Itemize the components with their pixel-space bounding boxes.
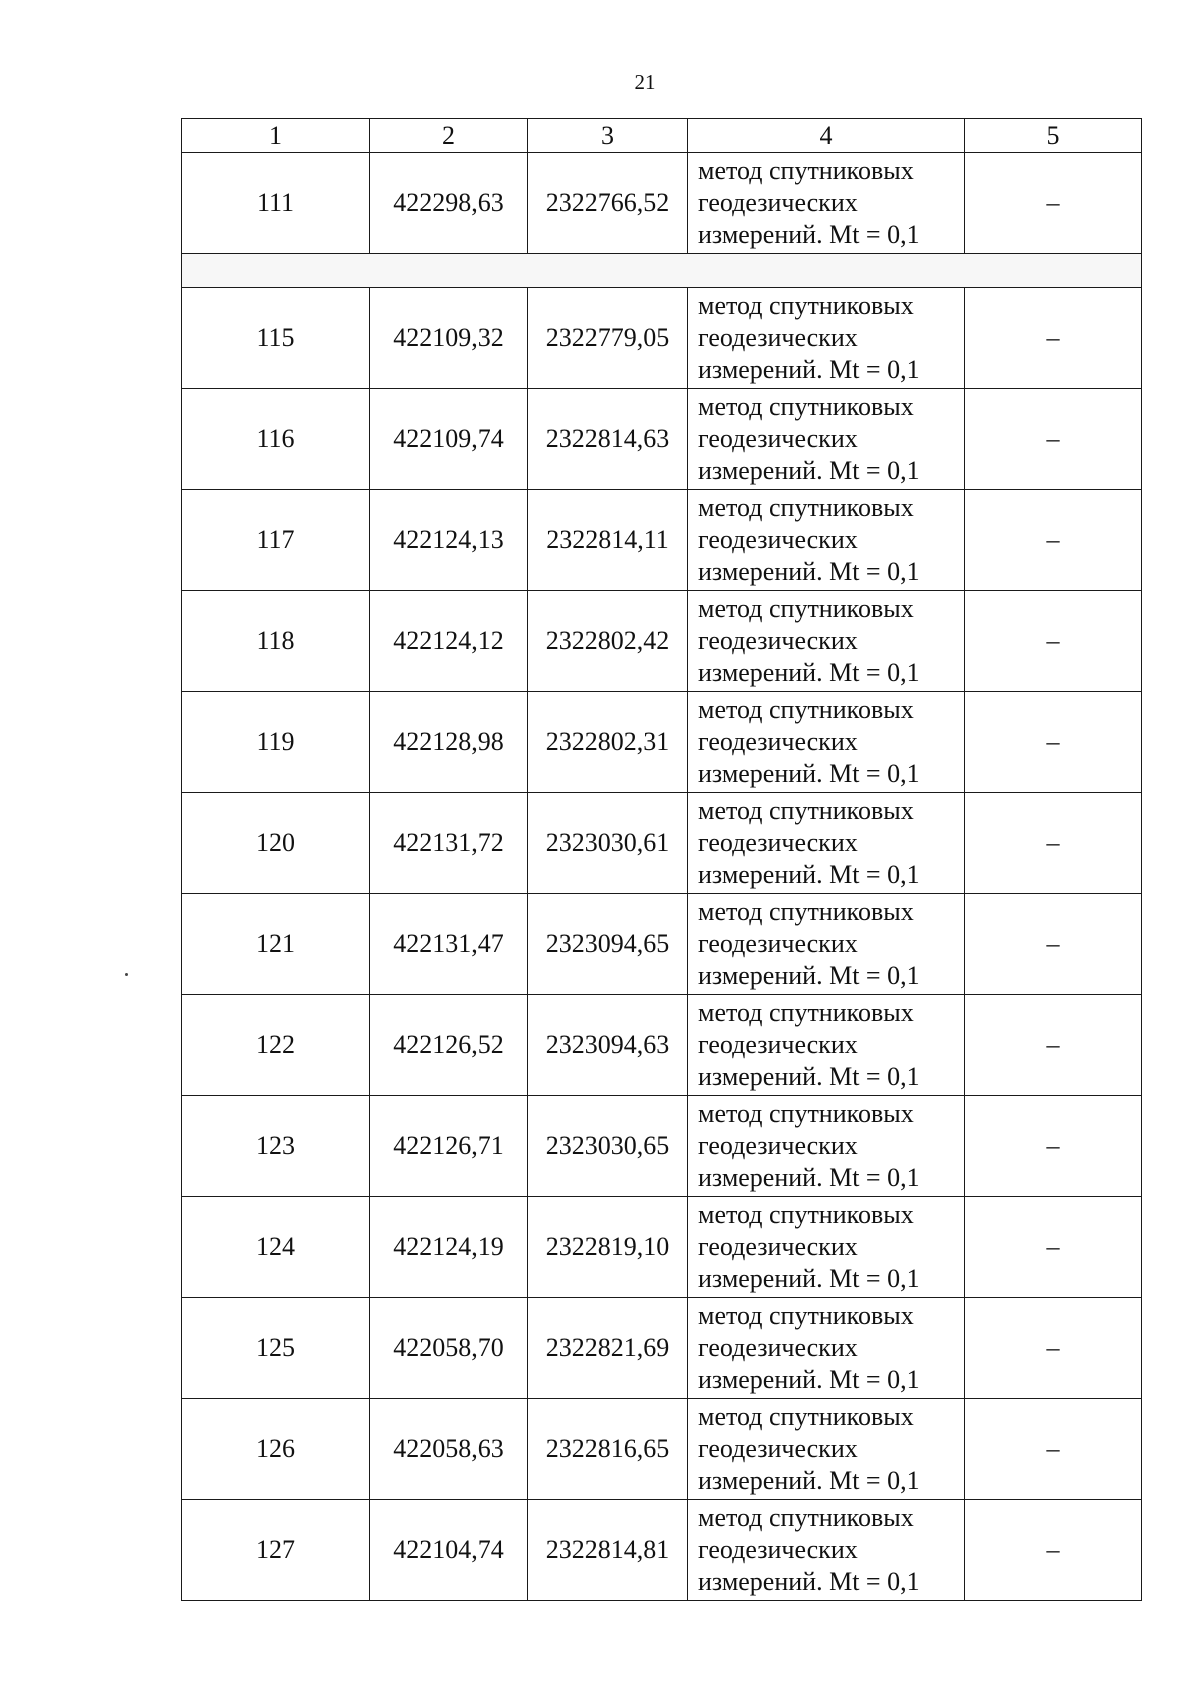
coordinate-y: 2323094,65 [528,894,688,995]
method-description: метод спутниковых геодезических измерений. Mt = 0,1 [688,389,965,490]
coordinate-y: 2322816,65 [528,1399,688,1500]
note: – [965,490,1142,591]
point-number: 118 [182,591,370,692]
coordinate-x: 422298,63 [370,153,528,254]
table-row [182,894,1142,995]
point-number: 117 [182,490,370,591]
coordinate-y: 2322814,81 [528,1500,688,1601]
note: – [965,793,1142,894]
column-header: 1 [182,119,370,153]
column-header: 5 [965,119,1142,153]
table-row [182,1197,1142,1298]
coordinate-x: 422124,12 [370,591,528,692]
coordinate-x: 422128,98 [370,692,528,793]
method-description: метод спутниковых геодезических измерений. Mt = 0,1 [688,1298,965,1399]
table-row [182,591,1142,692]
coordinate-x: 422124,19 [370,1197,528,1298]
method-description: метод спутниковых геодезических измерений. Mt = 0,1 [688,1197,965,1298]
table-row [182,995,1142,1096]
page-number: 21 [634,70,656,94]
table-row [182,793,1142,894]
method-description: метод спутниковых геодезических измерений. Mt = 0,1 [688,1500,965,1601]
note: – [965,153,1142,254]
note: – [965,692,1142,793]
coordinate-x: 422058,70 [370,1298,528,1399]
note: – [965,1197,1142,1298]
method-description: метод спутниковых геодезических измерений. Mt = 0,1 [688,793,965,894]
coordinate-y: 2322802,31 [528,692,688,793]
method-description: метод спутниковых геодезических измерений. Mt = 0,1 [688,1096,965,1197]
note: – [965,1096,1142,1197]
method-description: метод спутниковых геодезических измерений. Mt = 0,1 [688,894,965,995]
coordinate-x: 422109,74 [370,389,528,490]
point-number: 116 [182,389,370,490]
point-number: 115 [182,288,370,389]
coordinate-y: 2322766,52 [528,153,688,254]
method-description: метод спутниковых геодезических измерений. Mt = 0,1 [688,490,965,591]
point-number: 124 [182,1197,370,1298]
method-description: метод спутниковых геодезических измерений. Mt = 0,1 [688,692,965,793]
note: – [965,288,1142,389]
column-header: 3 [528,119,688,153]
point-number: 120 [182,793,370,894]
coordinate-x: 422109,32 [370,288,528,389]
table-gap-cell [182,254,1142,288]
point-number: 111 [182,153,370,254]
point-number: 125 [182,1298,370,1399]
coordinate-x: 422126,71 [370,1096,528,1197]
table-row [182,153,1142,254]
table-row [182,1298,1142,1399]
method-description: метод спутниковых геодезических измерений. Mt = 0,1 [688,153,965,254]
coordinate-y: 2323094,63 [528,995,688,1096]
method-description: метод спутниковых геодезических измерений. Mt = 0,1 [688,1399,965,1500]
coordinate-y: 2322819,10 [528,1197,688,1298]
table-header-row [182,119,1142,153]
coordinate-y: 2322779,05 [528,288,688,389]
point-number: 123 [182,1096,370,1197]
table-row [182,692,1142,793]
note: – [965,1298,1142,1399]
note: – [965,389,1142,490]
point-number: 127 [182,1500,370,1601]
coordinates-table [181,118,1142,1601]
note: – [965,1500,1142,1601]
coordinate-x: 422104,74 [370,1500,528,1601]
coordinate-y: 2322814,63 [528,389,688,490]
point-number: 121 [182,894,370,995]
note: – [965,894,1142,995]
coordinate-x: 422131,72 [370,793,528,894]
coordinate-x: 422131,47 [370,894,528,995]
coordinate-y: 2322802,42 [528,591,688,692]
table-row [182,1399,1142,1500]
method-description: метод спутниковых геодезических измерений. Mt = 0,1 [688,995,965,1096]
point-number: 122 [182,995,370,1096]
coordinate-y: 2322821,69 [528,1298,688,1399]
coordinate-x: 422124,13 [370,490,528,591]
column-header: 4 [688,119,965,153]
scan-dot [125,973,128,976]
method-description: метод спутниковых геодезических измерений. Mt = 0,1 [688,591,965,692]
method-description: метод спутниковых геодезических измерений. Mt = 0,1 [688,288,965,389]
coordinate-x: 422126,52 [370,995,528,1096]
point-number: 126 [182,1399,370,1500]
note: – [965,995,1142,1096]
table-gap-row [182,254,1142,288]
coordinate-y: 2323030,65 [528,1096,688,1197]
column-header: 2 [370,119,528,153]
coordinate-y: 2323030,61 [528,793,688,894]
table-row [182,288,1142,389]
coordinates-table-body [182,119,1142,1601]
table-row [182,1500,1142,1601]
table-row [182,490,1142,591]
table-row [182,389,1142,490]
point-number: 119 [182,692,370,793]
table-row [182,1096,1142,1197]
coordinate-y: 2322814,11 [528,490,688,591]
note: – [965,1399,1142,1500]
coordinate-x: 422058,63 [370,1399,528,1500]
note: – [965,591,1142,692]
